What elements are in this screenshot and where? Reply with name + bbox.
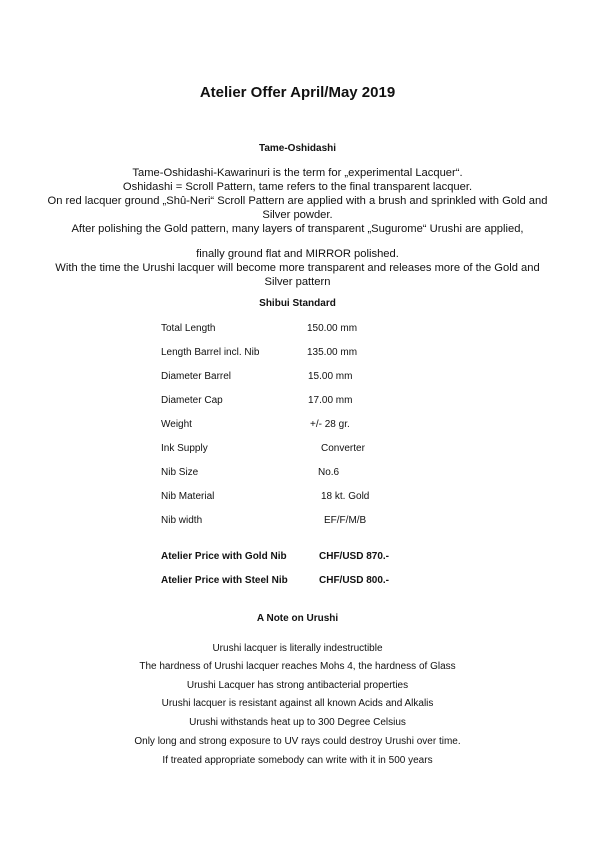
price-value-gold-nib: CHF/USD 870.- [319, 551, 390, 562]
intro-paragraph-1 [40, 166, 555, 236]
spec-label-length-barrel: Length Barrel incl. Nib [161, 347, 260, 358]
intro-line: Tame-Oshidashi-Kawarinuri is the term for „experimental Lacquer“. [132, 167, 463, 179]
spec-label-total-length: Total Length [161, 323, 216, 334]
intro-line: finally ground flat and MIRROR polished. [196, 248, 399, 260]
spec-label-nib-size: Nib Size [161, 467, 199, 478]
spec-label-nib-material: Nib Material [161, 491, 215, 502]
spec-value-nib-material: 18 kt. Gold [321, 491, 370, 502]
intro-line: After polishing the Gold pattern, many layers of transparent „Sugurome“ Urushi are applied, [71, 223, 524, 235]
spec-value-total-length: 150.00 mm [307, 323, 358, 334]
spec-value-length-barrel: 135.00 mm [307, 347, 358, 358]
section-heading-note-on-urushi: A Note on Urushi [256, 613, 339, 624]
note-line: Only long and strong exposure to UV rays could destroy Urushi over time. [134, 736, 461, 747]
spec-label-ink-supply: Ink Supply [161, 443, 208, 454]
spec-value-weight: +/- 28 gr. [310, 419, 350, 430]
spec-label-diameter-barrel: Diameter Barrel [161, 371, 232, 382]
note-line: If treated appropriate somebody can write with it in 500 years [162, 755, 433, 766]
spec-value-diameter-cap: 17.00 mm [308, 395, 353, 406]
spec-value-nib-width: EF/F/M/B [324, 515, 367, 526]
price-value-steel-nib: CHF/USD 800.- [319, 575, 390, 586]
spec-value-ink-supply: Converter [321, 443, 365, 454]
note-line: Urushi withstands heat up to 300 Degree Celsius [189, 717, 406, 728]
intro-line: On red lacquer ground „Shû-Neri“ Scroll Pattern are applied with a brush and sprinkled with Gold and Silver powder. [47, 195, 548, 221]
note-line: Urushi lacquer is literally indestructible [212, 643, 383, 654]
spec-label-nib-width: Nib width [161, 515, 203, 526]
spec-label-diameter-cap: Diameter Cap [161, 395, 223, 406]
document-title: Atelier Offer April/May 2019 [199, 84, 396, 101]
section-heading-tame-oshidashi: Tame-Oshidashi [258, 143, 337, 154]
note-line: The hardness of Urushi lacquer reaches Mohs 4, the hardness of Glass [139, 661, 456, 672]
intro-line: Oshidashi = Scroll Pattern, tame refers to the final transparent lacquer. [122, 181, 473, 193]
price-label-gold-nib: Atelier Price with Gold Nib [161, 551, 287, 562]
spec-value-diameter-barrel: 15.00 mm [308, 371, 353, 382]
intro-line: With the time the Urushi lacquer will become more transparent and releases more of the Gold and Silver pattern [55, 262, 540, 288]
spec-label-weight: Weight [161, 419, 192, 430]
section-heading-shibui-standard: Shibui Standard [259, 298, 336, 309]
note-line: Urushi lacquer is resistant against all known Acids and Alkalis [161, 698, 434, 709]
spec-value-nib-size: No.6 [318, 467, 340, 478]
intro-paragraph-2 [40, 247, 555, 289]
price-label-steel-nib: Atelier Price with Steel Nib [161, 575, 288, 586]
note-line: Urushi Lacquer has strong antibacterial properties [186, 680, 409, 691]
